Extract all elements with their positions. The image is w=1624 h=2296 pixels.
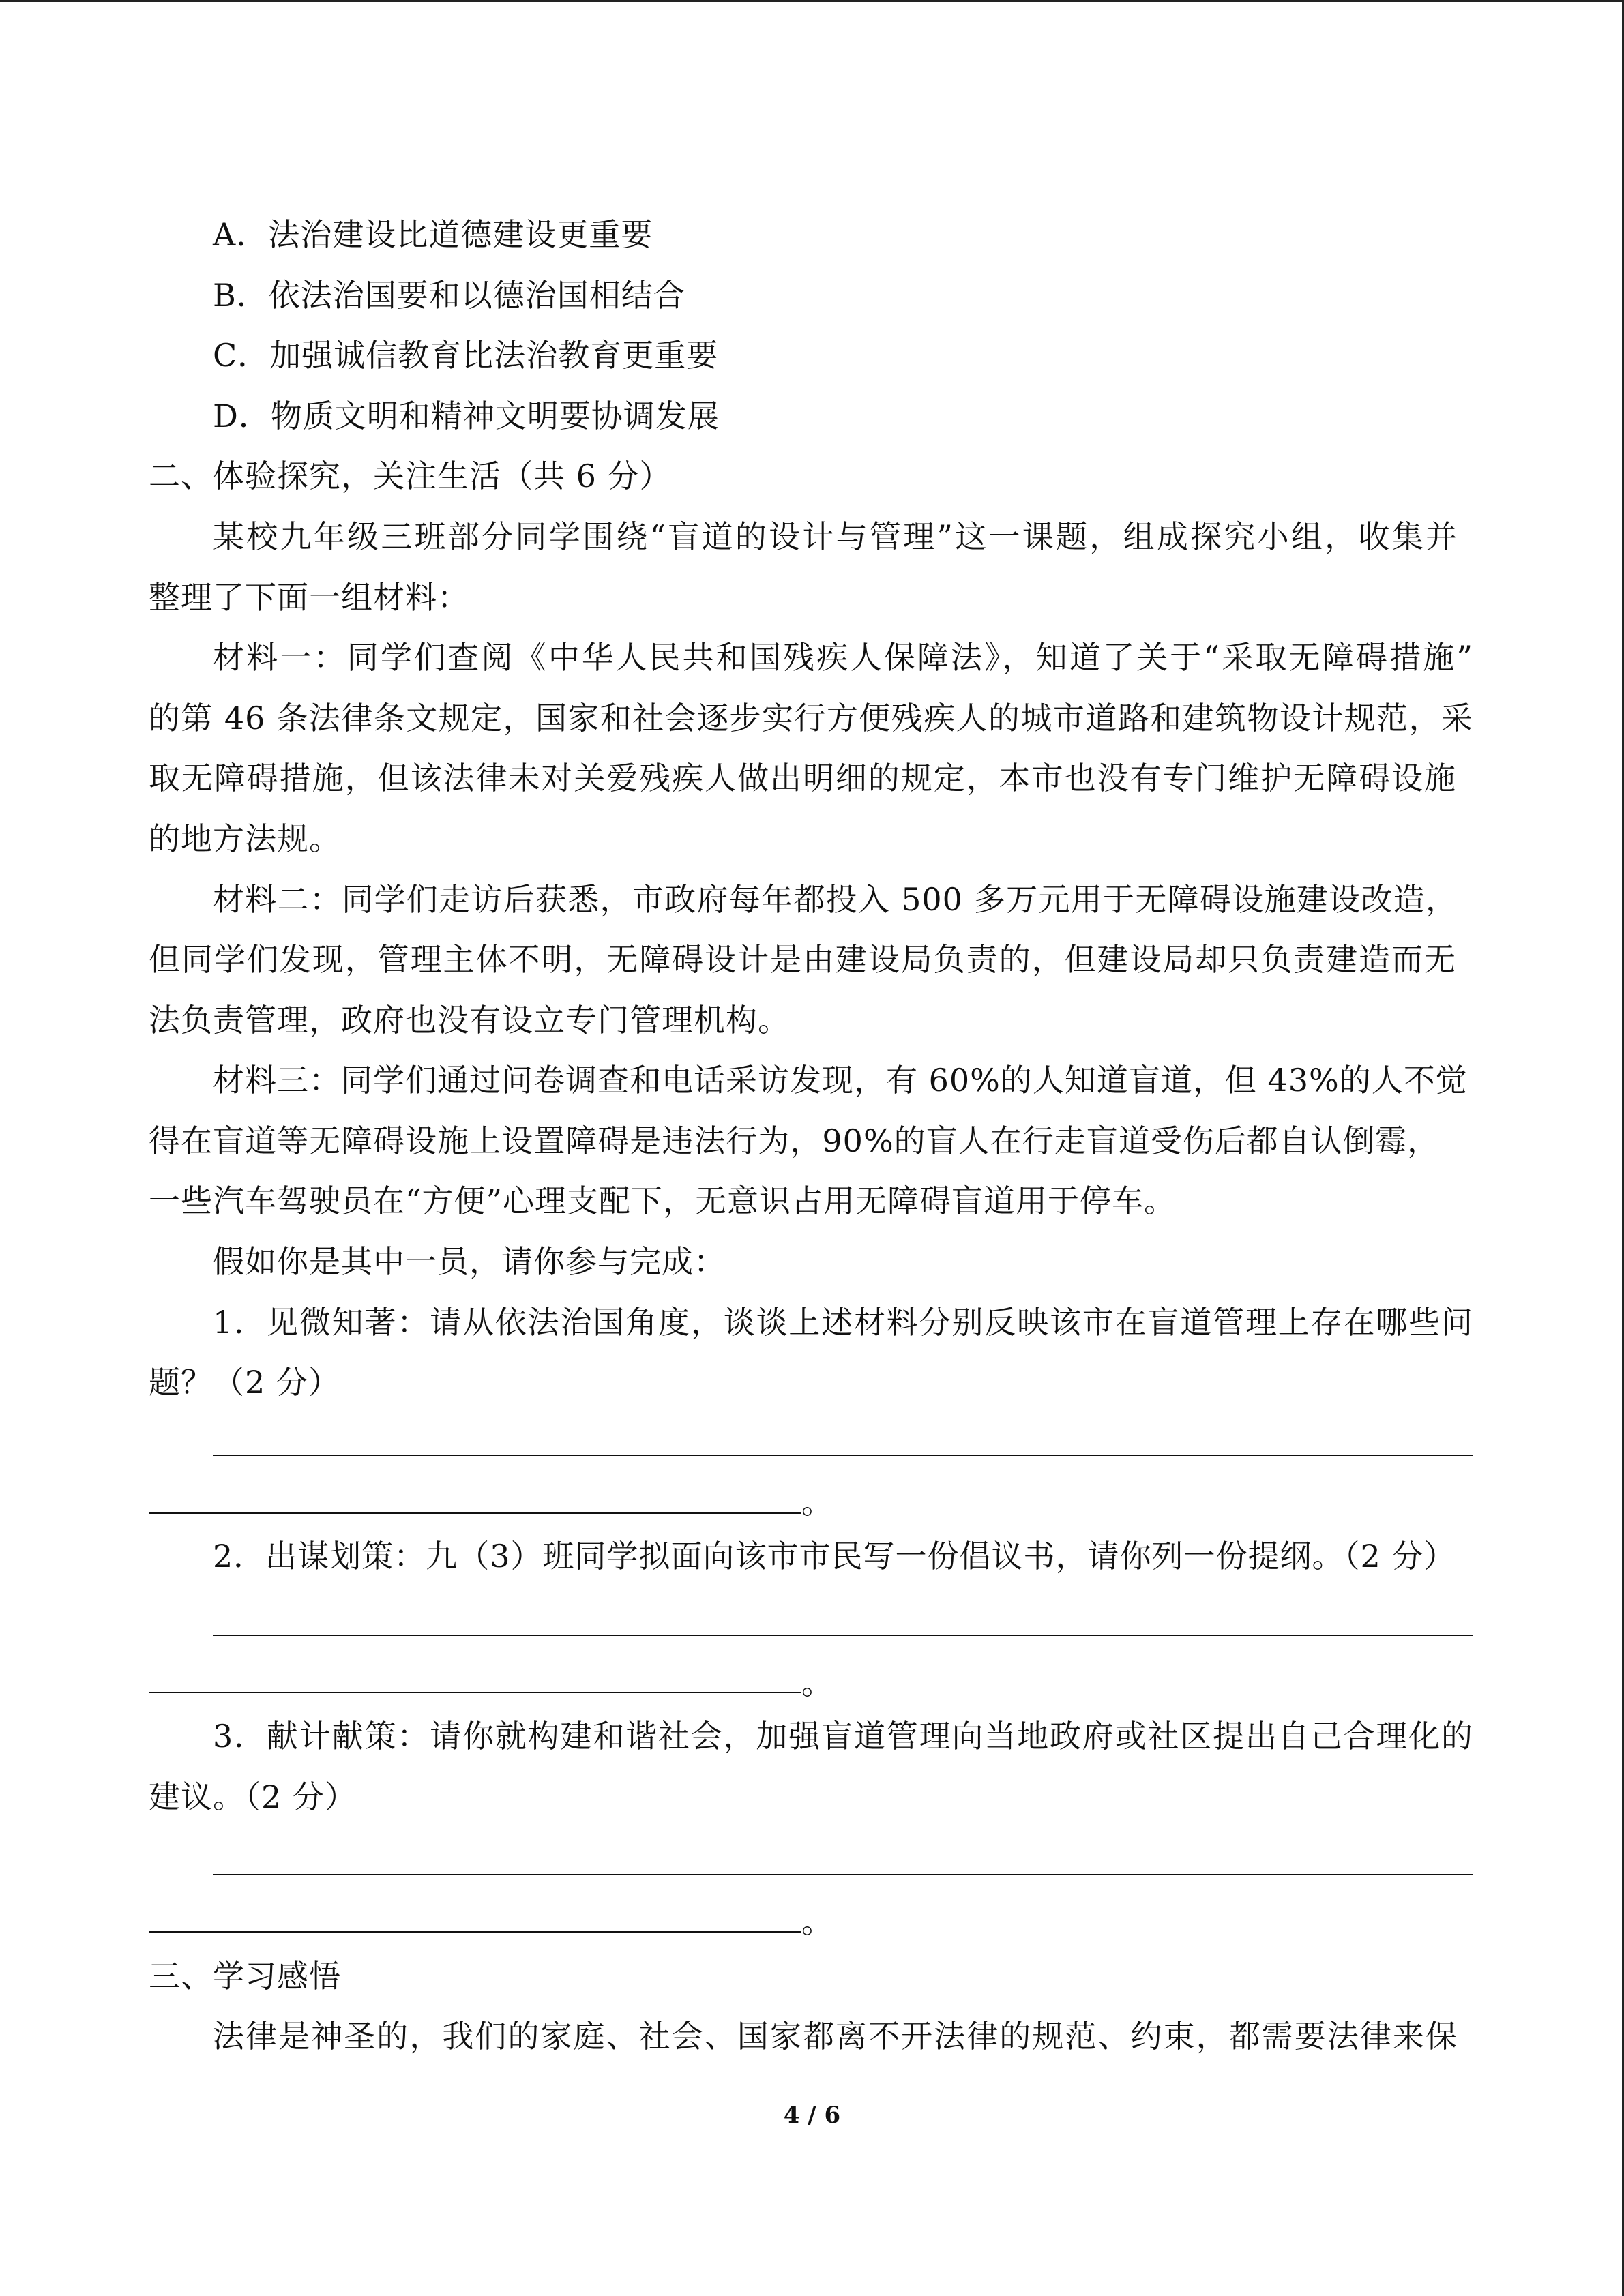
page-border-top bbox=[0, 0, 1624, 2]
question-3: 建议。（2 分） bbox=[149, 1778, 357, 1815]
section3-heading: 三、学习感悟 bbox=[149, 1958, 341, 1995]
option-d: D．物质文明和精神文明要协调发展 bbox=[213, 398, 720, 434]
intro-line: 某校九年级三班部分同学围绕“盲道的设计与管理”这一课题，组成探究小组，收集并 bbox=[213, 518, 1458, 555]
option-b: B．依法治国要和以德治国相结合 bbox=[213, 277, 685, 314]
section3-body: 法律是神圣的，我们的家庭、社会、国家都离不开法律的规范、约束，都需要法律来保 bbox=[213, 2018, 1458, 2055]
answer-end-period: 。 bbox=[801, 1484, 833, 1521]
page-number: 4 / 6 bbox=[783, 2102, 841, 2129]
answer-line-q1[interactable] bbox=[213, 1455, 1473, 1456]
material3-line: 一些汽车驾驶员在“方便”心理支配下，无意识占用无障碍盲道用于停车。 bbox=[149, 1182, 1177, 1219]
answer-line-q1[interactable] bbox=[149, 1512, 801, 1514]
material2-line: 但同学们发现，管理主体不明，无障碍设计是由建设局负责的，但建设局却只负责建造而无 bbox=[149, 941, 1456, 978]
material2-line: 法负责管理，政府也没有设立专门管理机构。 bbox=[149, 1002, 790, 1039]
answer-line-q2[interactable] bbox=[213, 1635, 1473, 1636]
option-a: A．法治建设比道德建设更重要 bbox=[213, 216, 653, 253]
material1-line: 材料一：同学们查阅《中华人民共和国残疾人保障法》，知道了关于“采取无障碍措施” bbox=[213, 639, 1473, 676]
intro-line: 整理了下面一组材料： bbox=[149, 579, 469, 616]
material2-line: 材料二：同学们走访后获悉，市政府每年都投入 500 多万元用于无障碍设施建设改造， bbox=[213, 881, 1458, 918]
answer-end-period: 。 bbox=[801, 1903, 833, 1940]
answer-line-q3[interactable] bbox=[213, 1874, 1473, 1875]
material1-line: 取无障碍措施，但该法律未对关爱残疾人做出明细的规定，本市也没有专门维护无障碍设施 bbox=[149, 760, 1456, 796]
question-2: 2．出谋划策：九（3）班同学拟面向该市市民写一份倡议书，请你列一份提纲。（2 分） bbox=[213, 1538, 1456, 1575]
material3-line: 材料三：同学们通过问卷调查和电话采访发现，有 60%的人知道盲道，但 43%的人不觉 bbox=[213, 1062, 1468, 1099]
question-1: 1．见微知著：请从依法治国角度，谈谈上述材料分别反映该市在盲道管理上存在哪些问 bbox=[213, 1304, 1473, 1341]
material1-line: 的第 46 条法律条文规定，国家和社会逐步实行方便残疾人的城市道路和建筑物设计规范，采 bbox=[149, 700, 1473, 736]
task-prompt: 假如你是其中一员，请你参与完成： bbox=[213, 1243, 726, 1280]
answer-line-q2[interactable] bbox=[149, 1692, 801, 1693]
question-3: 3．献计献策：请你就构建和谐社会，加强盲道管理向当地政府或社区提出自己合理化的 bbox=[213, 1718, 1473, 1755]
answer-line-q3[interactable] bbox=[149, 1931, 801, 1933]
material3-line: 得在盲道等无障碍设施上设置障碍是违法行为，90%的盲人在行走盲道受伤后都自认倒霉， bbox=[149, 1122, 1439, 1159]
option-c: C．加强诚信教育比法治教育更重要 bbox=[213, 337, 719, 374]
answer-end-period: 。 bbox=[801, 1665, 833, 1701]
question-1: 题？（2 分） bbox=[149, 1364, 340, 1401]
section2-heading: 二、体验探究，关注生活（共 6 分） bbox=[149, 458, 672, 494]
material1-line: 的地方法规。 bbox=[149, 820, 341, 857]
